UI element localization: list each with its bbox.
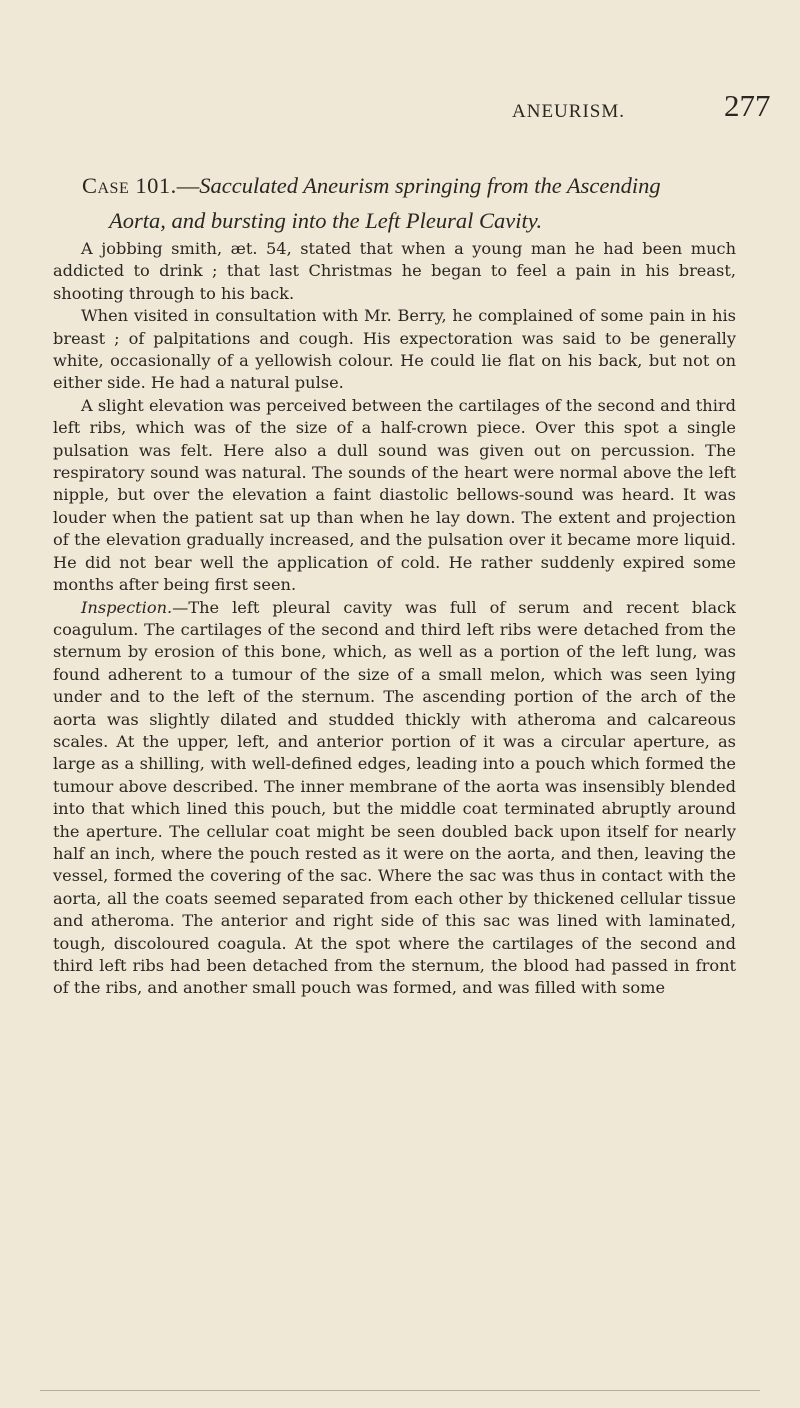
paragraph-inspection: [53, 597, 736, 1000]
case-dash: —: [176, 173, 200, 198]
case-title-line1: Sacculated Aneurism springing from the Ascending: [199, 173, 661, 198]
running-title: ANEURISM.: [512, 101, 625, 122]
bottom-edge-rule: [40, 1390, 760, 1391]
page-number: 277: [724, 88, 771, 123]
case-title-line2: Aorta, and bursting into the Left Pleural Cavity.: [109, 208, 543, 233]
case-label: Case 101.: [82, 173, 177, 198]
paragraph-examination: A slight elevation was perceived between the cartilages of the second and third left ribs, which was of the size of a half-crown piece. Over this spot a single pulsation was felt. Here also a dull sound was given out on percussion. The respiratory sound was natural. The sounds of the heart were normal above the left nipple, but over the elevation a faint diastolic bellows-sound was heard. It was louder when the patient sat up than when he lay down. The extent and projection of the elevation gradually increased, and the pulsation over it became more liquid. He did not bear well the application of cold. He rather suddenly expired some months after being first seen.: [53, 395, 736, 595]
paragraph-history: A jobbing smith, æt. 54, stated that when a young man he had been much addicted to drink ; that last Christmas he began to feel a pain in his breast, shooting through to his back.: [53, 239, 736, 303]
case-heading: [82, 168, 732, 238]
inspection-run-in: Inspection.: [81, 597, 173, 617]
paragraph-consultation: When visited in consultation with Mr. Berry, he complained of some pain in his breast ; of palpitations and cough. His expectoration was said to be generally white, occasionally of a yellowish colour. He could lie flat on his back, but not on either side. He had a natural pulse.: [53, 306, 736, 393]
inspection-text: —The left pleural cavity was full of serum and recent black coagulum. The cartilages of the second and third left ribs were detached from the sternum by erosion of this bone, which, as well as a portion of the left lung, was found adherent to a tumour of the size of a small melon, which was seen lying under and to the left of the sternum. The ascending portion of the arch of the aorta was slightly dilated and studded thickly with atheroma and calcareous scales. At the upper, left, and anterior portion of it was a circular aperture, as large as a shilling, with well-defined edges, leading into a pouch which formed the tumour above described. The inner membrane of the aorta was insensibly blended into that which lined this pouch, but the middle coat terminated abruptly around the aperture. The cellular coat might be seen doubled back upon itself for nearly half an inch, where the pouch rested as it were on the aorta, and then, leaving the vessel, formed the covering of the sac. Where the sac was thus in contact with the aorta, all the coats seemed separated from each other by thickened cellular tissue and atheroma. The anterior and right side of this sac was lined with laminated, tough, discoloured coagula. At the spot where the cartilages of the second and third left ribs had been detached from the sternum, the blood had passed in front of the ribs, and another small pouch was formed, and was filled with some: [53, 597, 736, 998]
body-text: [53, 238, 736, 1000]
